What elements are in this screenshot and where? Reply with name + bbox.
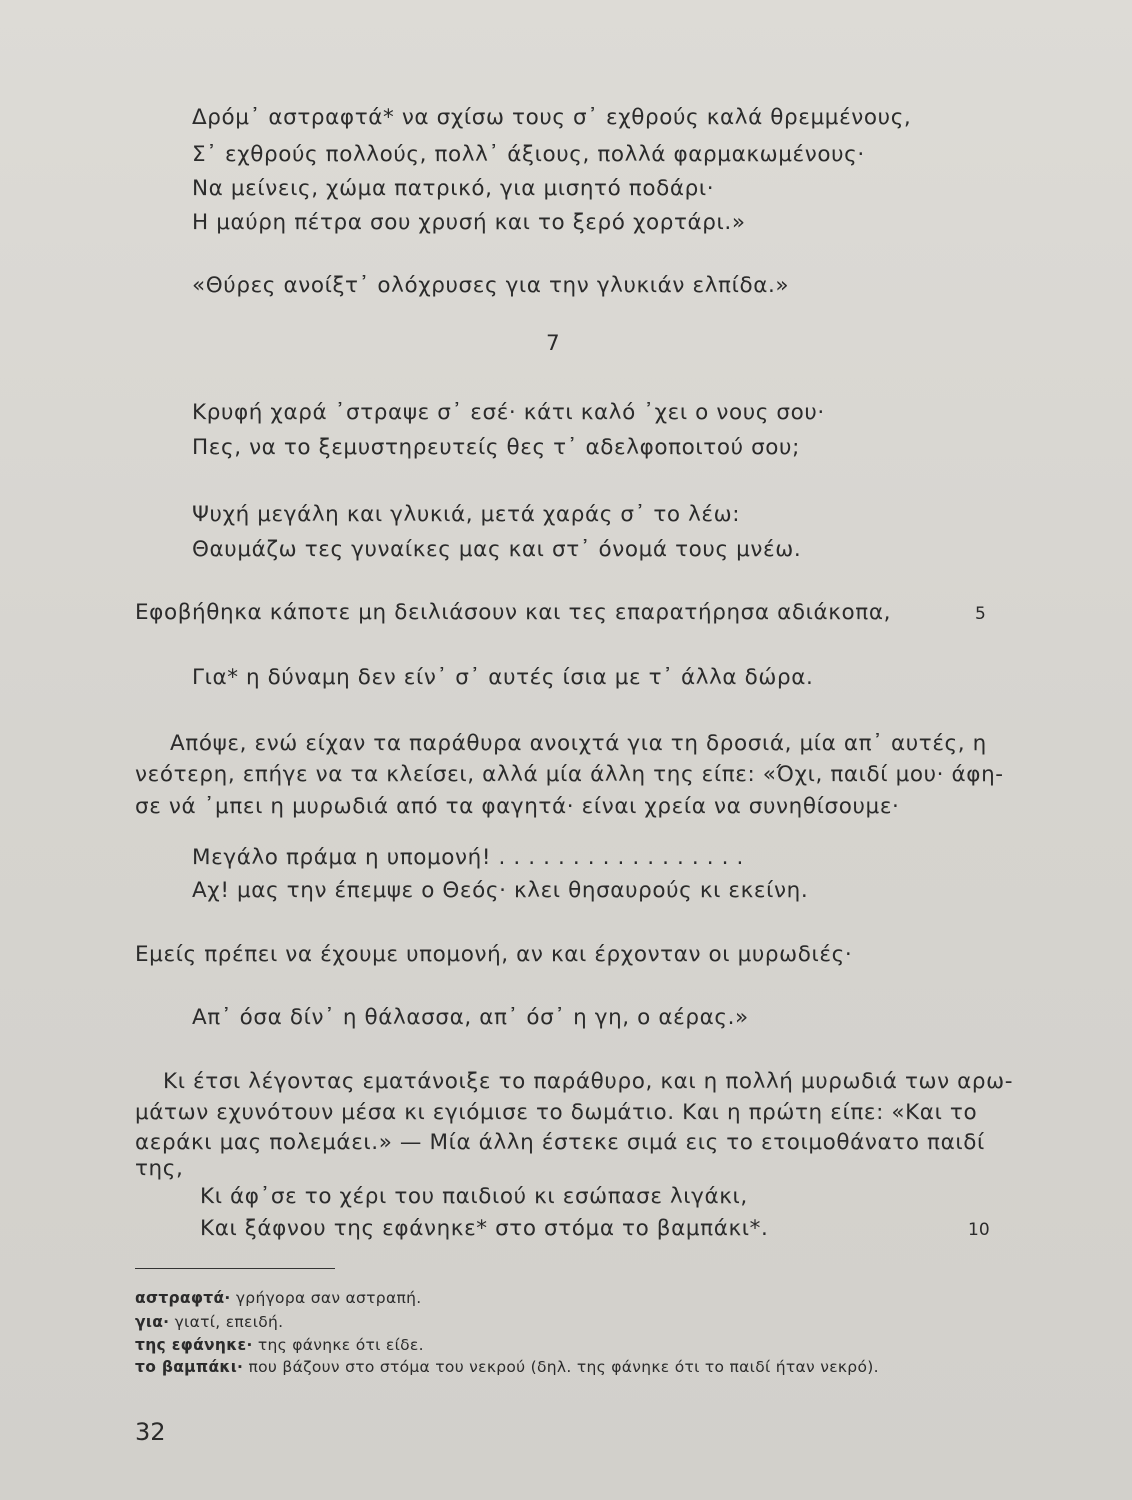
footnote-rule	[135, 1268, 335, 1269]
verse-line: Κρυφή χαρά ᾽στραψε σ᾽ εσέ· κάτι καλό ᾽χει ο νους σου·	[192, 400, 825, 425]
verse-line: Σ᾽ εχθρούς πολλούς, πολλ᾽ άξιους, πολλά φαρμακωμένους·	[192, 142, 865, 167]
line-number: 10	[968, 1220, 990, 1240]
verse-line: «Θύρες ανοίξτ᾽ ολόχρυσες για την γλυκιάν ελπίδα.»	[192, 273, 790, 298]
footnote-term: το βαμπάκι·	[135, 1358, 244, 1376]
verse-line: Αχ! μας την έπεμψε ο Θεός· κλει θησαυρούς κι εκείνη.	[192, 878, 809, 903]
footnote-term: της εφάνηκε·	[135, 1336, 253, 1354]
footnote-text: που βάζουν στο στόμα του νεκρού (δηλ. της φάνηκε ότι το παιδί ήταν νεκρό).	[243, 1358, 879, 1376]
prose-line: της,	[135, 1156, 184, 1181]
footnote-text: γιατί, επειδή.	[169, 1313, 284, 1331]
footnote-text: της φάνηκε ότι είδε.	[252, 1336, 424, 1354]
verse-line: Κι άφ᾽σε το χέρι του παιδιού κι εσώπασε λιγάκι,	[200, 1184, 748, 1209]
verse-line: Εφοβήθηκα κάποτε μη δειλιάσουν και τες επαρατήρησα αδιάκοπα,	[135, 600, 892, 625]
verse-line: Ψυχή μεγάλη και γλυκιά, μετά χαράς σ᾽ το λέω:	[192, 502, 741, 527]
prose-line: σε νά ᾽μπει η μυρωδιά από τα φαγητά· είναι χρεία να συνηθίσουμε·	[135, 794, 900, 819]
prose-line: Απόψε, ενώ είχαν τα παράθυρα ανοιχτά για τη δροσιά, μία απ᾽ αυτές, η	[170, 731, 987, 756]
verse-line: Για* η δύναμη δεν είν᾽ σ᾽ αυτές ίσια με τ᾽ άλλα δώρα.	[192, 665, 814, 690]
verse-line: Μεγάλο πράμα η υπομονή! . . . . . . . . . . . . . . . . .	[192, 845, 744, 870]
footnote	[135, 1311, 283, 1333]
line-number: 5	[975, 604, 986, 624]
prose-line: αεράκι μας πολεμάει.» — Μία άλλη έστεκε σιμά εις το ετοιμοθάνατο παιδί	[135, 1130, 985, 1155]
section-number: 7	[546, 331, 560, 356]
verse-line: Δρόμ᾽ αστραφτά* να σχίσω τους σ᾽ εχθρούς καλά θρεμμένους,	[192, 105, 912, 130]
prose-line: Κι έτσι λέγοντας εματάνοιξε το παράθυρο, και η πολλή μυρωδιά των αρω-	[163, 1069, 1014, 1094]
footnote-term: για·	[135, 1313, 170, 1331]
verse-line: Και ξάφνου της εφάνηκε* στο στόμα το βαμπάκι*.	[200, 1216, 769, 1241]
footnote-term: αστραφτά·	[135, 1289, 231, 1307]
verse-line: Θαυμάζω τες γυναίκες μας και στ᾽ όνομά τους μνέω.	[192, 537, 802, 562]
footnote	[135, 1287, 421, 1309]
verse-line: Πες, να το ξεμυστηρευτείς θες τ᾽ αδελφοποιτού σου;	[192, 435, 800, 460]
verse-line: Απ᾽ όσα δίν᾽ η θάλασσα, απ᾽ όσ᾽ η γη, ο αέρας.»	[192, 1005, 749, 1030]
verse-line: Η μαύρη πέτρα σου χρυσή και το ξερό χορτάρι.»	[192, 210, 746, 235]
prose-line: μάτων εχυνότουν μέσα κι εγιόμισε το δωμάτιο. Και η πρώτη είπε: «Και το	[135, 1100, 978, 1125]
page-number: 32	[135, 1418, 166, 1446]
footnote-text: γρήγορα σαν αστραπή.	[230, 1289, 422, 1307]
footnote	[135, 1356, 879, 1378]
verse-line: Να μείνεις, χώμα πατρικό, για μισητό ποδάρι·	[192, 176, 715, 201]
verse-line: Εμείς πρέπει να έχουμε υπομονή, αν και έρχονταν οι μυρωδιές·	[135, 942, 853, 967]
prose-line: νεότερη, επήγε να τα κλείσει, αλλά μία άλλη της είπε: «Όχι, παιδί μου· άφη-	[135, 762, 1004, 787]
footnote	[135, 1334, 424, 1356]
